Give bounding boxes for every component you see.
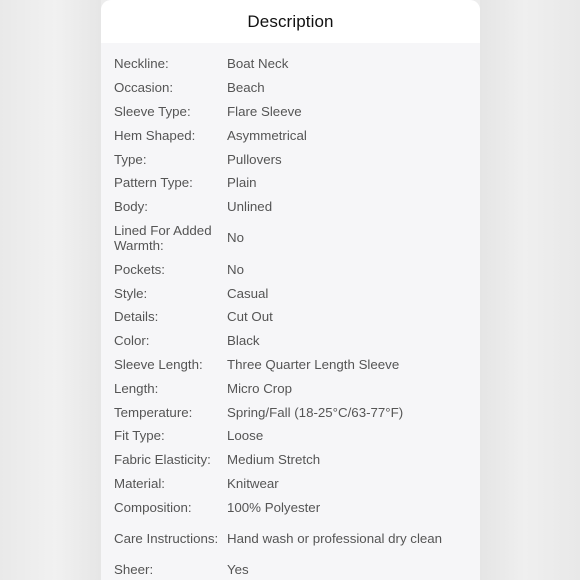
spec-value: Loose <box>227 428 264 444</box>
spec-row-type <box>101 147 480 171</box>
spec-value: Black <box>227 333 260 349</box>
spec-label: Style: <box>114 285 148 301</box>
spec-value: Medium Stretch <box>227 452 321 468</box>
spec-row-length <box>101 376 480 400</box>
spec-value: Flare Sleeve <box>227 103 302 119</box>
spec-label: Neckline: <box>114 56 169 72</box>
spec-label: Pockets: <box>114 261 165 277</box>
spec-value: Boat Neck <box>227 56 289 72</box>
spec-row-material <box>101 472 480 496</box>
spec-label: Composition: <box>114 499 192 515</box>
spec-value: Knitwear <box>227 475 279 491</box>
spec-label: Pattern Type: <box>114 175 193 191</box>
spec-row-style <box>101 281 480 305</box>
spec-value: Three Quarter Length Sleeve <box>227 356 400 372</box>
spec-label: Type: <box>114 151 147 167</box>
spec-value: Micro Crop <box>227 380 293 396</box>
spec-label: Fit Type: <box>114 428 165 444</box>
spec-row-hem-shaped <box>101 123 480 147</box>
spec-row-pattern-type <box>101 171 480 195</box>
spec-label: Temperature: <box>114 404 193 420</box>
spec-row-details <box>101 305 480 329</box>
spec-value: No <box>227 261 244 277</box>
spec-label: Fabric Elasticity: <box>114 452 211 468</box>
spec-label: Body: <box>114 199 149 215</box>
spec-list <box>101 43 480 580</box>
spec-label: Sheer: <box>114 562 154 578</box>
spec-value: Plain <box>227 175 257 191</box>
spec-row-fabric-elasticity <box>101 448 480 472</box>
spec-label: Hem Shaped: <box>114 127 196 143</box>
spec-value: Pullovers <box>227 151 282 167</box>
spec-row-occasion <box>101 76 480 100</box>
spec-row-care-instructions <box>101 519 480 558</box>
spec-row-pockets <box>101 257 480 281</box>
spec-label: Length: <box>114 380 159 396</box>
spec-row-temperature <box>101 400 480 424</box>
spec-row-sheer <box>101 558 480 580</box>
spec-value: Hand wash or professional dry clean <box>227 531 443 547</box>
spec-label: Details: <box>114 309 159 325</box>
spec-value: Casual <box>227 285 269 301</box>
spec-row-sleeve-length <box>101 353 480 377</box>
spec-label: Material: <box>114 475 165 491</box>
spec-row-sleeve-type <box>101 100 480 124</box>
sheet-header <box>101 0 480 43</box>
description-sheet <box>101 0 480 580</box>
spec-label: Color: <box>114 333 150 349</box>
spec-row-body <box>101 195 480 219</box>
spec-label: Occasion: <box>114 80 174 96</box>
spec-label: Sleeve Length: <box>114 356 203 372</box>
spec-value: No <box>227 230 244 246</box>
spec-row-neckline <box>101 52 480 76</box>
spec-value: Cut Out <box>227 309 273 325</box>
spec-label: Care Instructions: <box>114 531 219 547</box>
spec-row-fit-type <box>101 424 480 448</box>
spec-label: Sleeve Type: <box>114 103 191 119</box>
spec-value: Yes <box>227 562 249 578</box>
spec-value: Spring/Fall (18-25°C/63-77°F) <box>227 404 404 420</box>
spec-row-composition <box>101 495 480 519</box>
spec-value: 100% Polyester <box>227 499 321 515</box>
spec-row-lined-for-added-warmth <box>101 219 480 258</box>
background-right <box>480 0 580 580</box>
spec-label: Lined For Added Warmth: <box>114 222 212 253</box>
spec-value: Unlined <box>227 199 273 215</box>
spec-value: Beach <box>227 80 265 96</box>
background-left <box>0 0 101 580</box>
sheet-title: Description <box>247 11 334 31</box>
spec-value: Asymmetrical <box>227 127 307 143</box>
spec-row-color <box>101 329 480 353</box>
